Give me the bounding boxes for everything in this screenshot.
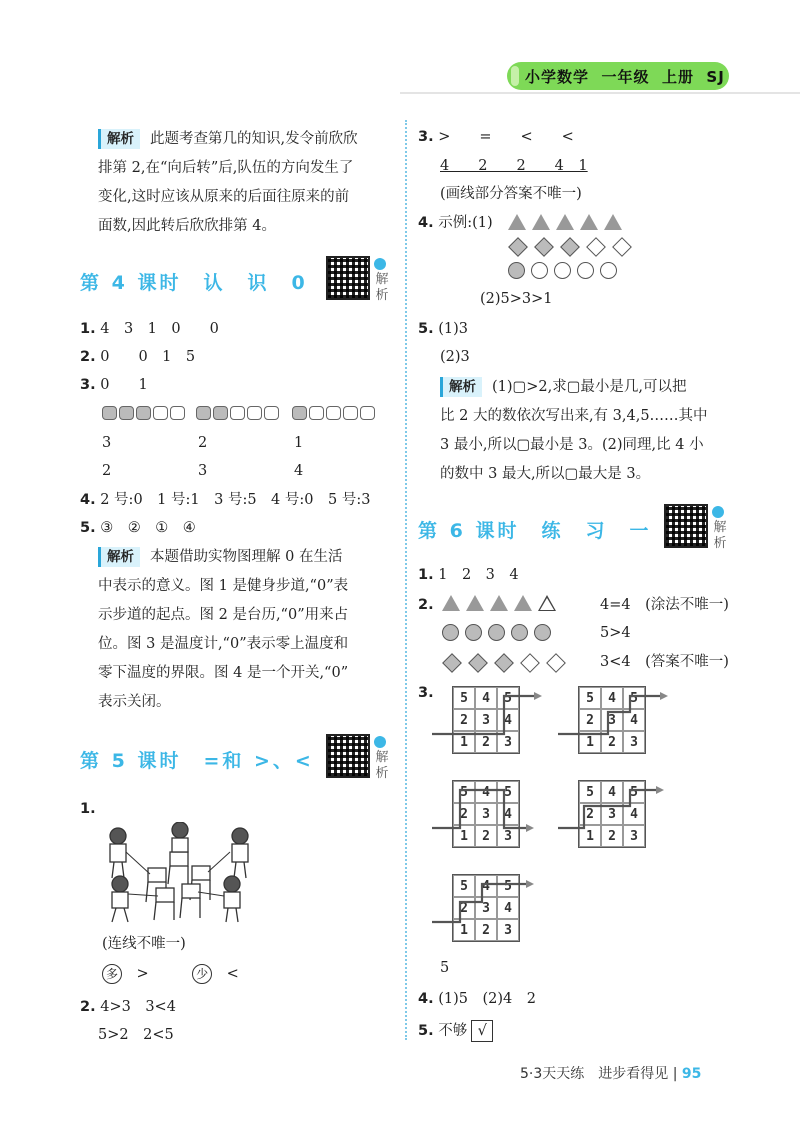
l4-q3-answer-b1: 2 bbox=[102, 463, 112, 479]
intro-analysis-line-2: 排第 2,在“向后转”后,队伍的方向发生了 bbox=[98, 160, 354, 176]
r-question-3-note: (画线部分答案不唯一) bbox=[440, 186, 582, 202]
bead-row-1 bbox=[102, 406, 185, 420]
header-rule bbox=[400, 92, 800, 94]
l5-q1-note: (连线不唯一) bbox=[102, 936, 186, 952]
checkmark-box: √ bbox=[471, 1020, 493, 1042]
l6-q2-row1-text: 4=4 (涂法不唯一) bbox=[600, 597, 729, 613]
l6-q2-row2-text: 5>4 bbox=[600, 625, 631, 641]
lesson-4-qr-label: 解析 bbox=[375, 272, 389, 303]
l4-question-4: 4. 2 号:0 1 号:1 3 号:5 4 号:0 5 号:3 bbox=[80, 492, 371, 508]
column-divider bbox=[405, 120, 407, 1040]
route-grid-4: 5 4 5 2 3 4 1 2 3 bbox=[578, 780, 646, 848]
l4-q3-answer-a1: 3 bbox=[102, 435, 112, 451]
play-icon bbox=[374, 258, 386, 270]
lesson-5-qr-icon[interactable] bbox=[326, 734, 370, 778]
route-grid-2: 5 4 5 2 3 4 1 2 3 bbox=[578, 686, 646, 754]
l4-question-3: 3. 0 1 bbox=[80, 377, 148, 393]
bead-row-2 bbox=[196, 406, 279, 420]
r-question-3: 3. > = < < bbox=[418, 129, 574, 145]
l5-question-1: 1. bbox=[80, 801, 96, 817]
l5-q1-compare: 多 > 少 < bbox=[102, 963, 239, 985]
l6-question-5: 5. 不够 √ bbox=[418, 1020, 493, 1042]
lesson-6-qr-icon[interactable] bbox=[664, 504, 708, 548]
lesson-6-qr-label: 解析 bbox=[713, 520, 727, 551]
l4-question-1: 1. 4 3 1 0 0 bbox=[80, 321, 219, 337]
route-grid-1: 5 4 5 2 3 4 1 2 3 bbox=[452, 686, 520, 754]
l6-q3-answer: 5 bbox=[440, 960, 450, 976]
r-analysis-line-1: 解析 (1)▢>2,求▢最小是几,可以把 bbox=[440, 376, 687, 398]
l4-q3-answer-b3: 4 bbox=[294, 463, 304, 479]
l4-analysis-line-1: 解析 本题借助实物图理解 0 在生活 bbox=[98, 546, 342, 568]
r-q4-circle-row bbox=[508, 262, 617, 279]
r-question-4: 4. 示例:(1) bbox=[418, 215, 493, 231]
r-question-3-digits: 4 2 2 4 1 bbox=[440, 158, 588, 174]
l4-q3-answer-a3: 1 bbox=[294, 435, 304, 451]
route-grid-3: 5 4 5 2 3 4 1 2 3 bbox=[452, 780, 520, 848]
l4-analysis-line-3: 示步道的起点。图 2 是台历,“0”用来占 bbox=[98, 607, 349, 623]
l4-question-5: 5. ③ ② ① ④ bbox=[80, 520, 196, 536]
lesson-5-title: 第 5 课时 =和 >、< bbox=[80, 750, 314, 772]
page-number: 95 bbox=[681, 1066, 702, 1082]
r-question-5-part-2: (2)3 bbox=[440, 349, 470, 365]
r-question-4-part-2: (2)5>3>1 bbox=[480, 291, 553, 307]
l5-question-2: 2. 4>3 3<4 bbox=[80, 999, 176, 1015]
l5-question-2-line-2: 5>2 2<5 bbox=[98, 1027, 174, 1043]
l6-question-2: 2. bbox=[418, 597, 434, 613]
l6-q2-triangle-row bbox=[442, 595, 556, 611]
l4-q3-answer-b2: 3 bbox=[198, 463, 208, 479]
intro-analysis-line-4: 面数,因此转后欣欣排第 4。 bbox=[98, 218, 276, 234]
r-analysis-line-3: 3 最小,所以▢最小是 3。(2)同理,比 4 小 bbox=[440, 437, 704, 453]
bead-row-3 bbox=[292, 406, 375, 420]
lesson-4-qr-icon[interactable] bbox=[326, 256, 370, 300]
l6-q2-diamond-row bbox=[442, 654, 566, 672]
lesson-5-qr-label: 解析 bbox=[375, 750, 389, 781]
r-question-5: 5. (1)3 bbox=[418, 321, 468, 337]
play-icon bbox=[712, 506, 724, 518]
lesson-6-title: 第 6 课时 练 习 一 bbox=[418, 520, 652, 542]
header-title: 小学数学 一年级 上册 SJ bbox=[525, 68, 725, 86]
l4-q3-answer-a2: 2 bbox=[198, 435, 208, 451]
r-q4-triangle-row bbox=[508, 214, 622, 230]
l6-q2-circle-row bbox=[442, 624, 551, 641]
r-analysis-line-4: 的数中 3 最大,所以▢最大是 3。 bbox=[440, 466, 651, 482]
l6-q2-row3-text: 3<4 (答案不唯一) bbox=[600, 654, 729, 670]
intro-analysis-line-3: 变化,这时应该从原来的后面往原来的前 bbox=[98, 189, 350, 205]
r-analysis-line-2: 比 2 大的数依次写出来,有 3,4,5……其中 bbox=[440, 408, 708, 424]
l6-question-1: 1. 1 2 3 4 bbox=[418, 567, 519, 583]
l6-question-4: 4. (1)5 (2)4 2 bbox=[418, 991, 536, 1007]
r-q4-diamond-row bbox=[508, 238, 632, 256]
route-grid-5: 5 4 5 2 3 4 1 2 3 bbox=[452, 874, 520, 942]
l4-analysis-line-2: 中表示的意义。图 1 是健身步道,“0”表 bbox=[98, 578, 349, 594]
l4-analysis-line-5: 零下温度的界限。图 4 是一个开关,“0” bbox=[98, 665, 349, 681]
lesson-4-title: 第 4 课时 认 识 0 bbox=[80, 272, 308, 294]
l4-question-2: 2. 0 0 1 5 bbox=[80, 349, 196, 365]
l6-question-3: 3. bbox=[418, 685, 434, 701]
route-paths-overlay bbox=[430, 680, 710, 950]
play-icon bbox=[374, 736, 386, 748]
l4-analysis-line-6: 表示关闭。 bbox=[98, 694, 171, 710]
children-chairs-illustration bbox=[98, 822, 270, 928]
footer: 5·3天天练 进步看得见 | 95 bbox=[520, 1066, 702, 1082]
l4-analysis-line-4: 位。图 3 是温度计,“0”表示零上温度和 bbox=[98, 636, 349, 652]
intro-analysis-line-1: 解析 此题考查第几的知识,发令前欣欣 bbox=[98, 128, 358, 150]
